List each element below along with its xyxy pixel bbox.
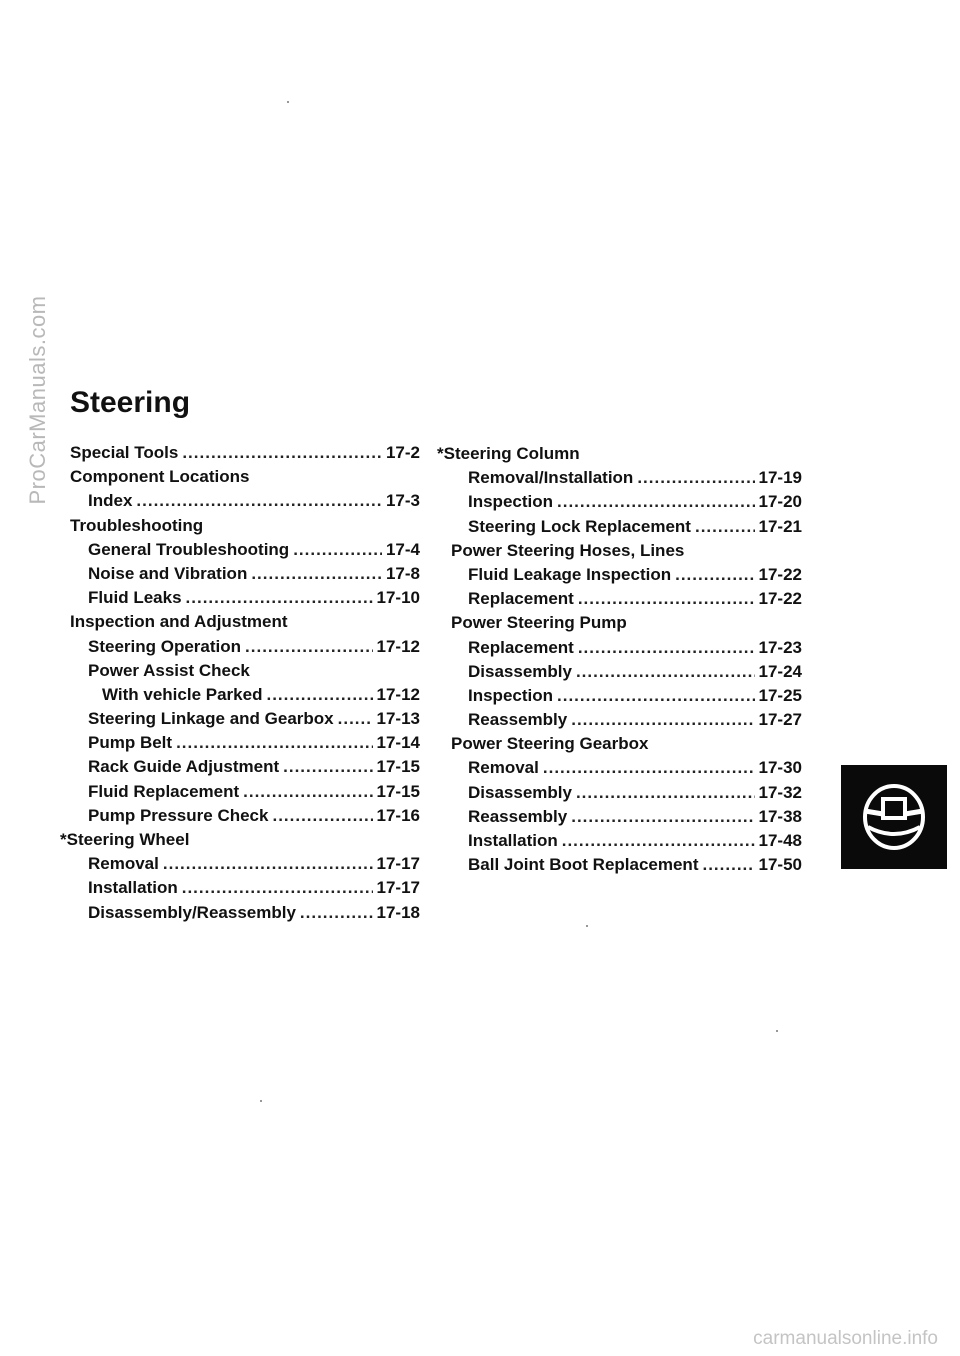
toc-entry-page: 17-8 — [385, 563, 420, 583]
dot-leader — [245, 635, 372, 659]
toc-heading-inspection-and-adjustment — [60, 610, 420, 634]
section-tab — [841, 765, 947, 869]
dot-leader — [251, 562, 382, 586]
toc-entry-pump-belt[interactable] — [60, 731, 420, 755]
steering-wheel-icon — [841, 765, 947, 869]
dot-leader — [182, 441, 382, 465]
toc-entry-label: Noise and Vibration — [88, 563, 248, 583]
toc-entry-ball-joint-boot-replacement[interactable] — [437, 853, 802, 877]
toc-heading-power-steering-pump — [437, 611, 802, 635]
dot-leader — [571, 805, 754, 829]
toc-left-column — [60, 441, 420, 925]
toc-entry-noise-and-vibration[interactable] — [60, 562, 420, 586]
scan-speck — [776, 1030, 778, 1032]
toc-entry-label: Replacement — [468, 589, 574, 609]
toc-entry-rack-guide-adjustment[interactable] — [60, 755, 420, 779]
toc-heading-power-steering-hoses-lines — [437, 539, 802, 563]
dot-leader — [576, 660, 755, 684]
toc-entry-page: 17-2 — [385, 443, 420, 462]
toc-entry-steering-linkage-and-gearbox[interactable] — [60, 707, 420, 731]
toc-entry-removal[interactable] — [60, 852, 420, 876]
toc-heading-steering-wheel — [60, 828, 420, 852]
dot-leader — [576, 781, 755, 805]
toc-entry-page: 17-19 — [758, 468, 802, 488]
toc-entry-label: Pump Pressure Check — [88, 805, 269, 825]
dot-leader — [338, 707, 373, 731]
toc-entry-page: 17-48 — [758, 831, 802, 850]
toc-entry-label: Troubleshooting — [70, 515, 204, 535]
toc-entry-label: Installation — [468, 831, 558, 850]
toc-entry-page: 17-17 — [376, 854, 420, 874]
toc-entry-page: 17-25 — [758, 685, 802, 705]
toc-entry-page: 17-24 — [758, 661, 802, 681]
dot-leader — [571, 708, 754, 732]
dot-leader — [272, 804, 372, 828]
dot-leader — [562, 829, 755, 853]
toc-entry-label: Reassembly — [468, 710, 568, 730]
toc-entry-reassembly[interactable] — [437, 708, 802, 732]
toc-entry-reassembly[interactable] — [437, 805, 802, 829]
toc-entry-label: Rack Guide Adjustment — [88, 757, 280, 777]
dot-leader — [163, 852, 373, 876]
toc-heading-power-steering-gearbox — [437, 732, 802, 756]
toc-entry-steering-operation[interactable] — [60, 635, 420, 659]
toc-entry-label: Special Tools — [70, 443, 179, 462]
toc-entry-inspection[interactable] — [437, 490, 802, 514]
toc-entry-page: 17-12 — [376, 684, 420, 704]
toc-entry-label: Removal — [88, 854, 159, 874]
dot-leader — [675, 563, 754, 587]
toc-entry-label: Inspection and Adjustment — [70, 612, 288, 632]
dot-leader — [637, 466, 754, 490]
toc-entry-fluid-leaks[interactable] — [60, 586, 420, 610]
toc-entry-page: 17-22 — [758, 589, 802, 609]
toc-entry-page: 17-20 — [758, 492, 802, 512]
toc-entry-label: Fluid Leaks — [88, 588, 182, 608]
dot-leader — [283, 755, 372, 779]
toc-entry-special-tools[interactable] — [60, 441, 420, 465]
bottom-watermark: carmanualsonline.info — [753, 1328, 938, 1349]
toc-entry-label: Ball Joint Boot Replacement — [468, 855, 699, 875]
toc-entry-label: Disassembly/Reassembly — [88, 902, 296, 922]
toc-entry-page: 17-12 — [376, 636, 420, 656]
toc-entry-page: 17-50 — [758, 855, 802, 875]
toc-entry-label: Steering Linkage and Gearbox — [88, 709, 334, 729]
toc-entry-page: 17-10 — [376, 588, 420, 608]
dot-leader — [702, 853, 754, 877]
toc-entry-steering-lock-replacement[interactable] — [437, 515, 802, 539]
dot-leader — [557, 684, 755, 708]
toc-entry-installation[interactable] — [60, 876, 420, 900]
toc-entry-pump-pressure-check[interactable] — [60, 804, 420, 828]
toc-entry-label: Inspection — [468, 685, 554, 705]
toc-entry-removal-installation[interactable] — [437, 466, 802, 490]
toc-entry-label: Power Steering Gearbox — [451, 734, 649, 754]
side-watermark-text: ProCarManuals.com — [25, 295, 50, 505]
toc-entry-page: 17-17 — [376, 878, 420, 898]
toc-entry-inspection[interactable] — [437, 684, 802, 708]
scan-speck — [287, 101, 289, 103]
toc-entry-page: 17-38 — [758, 806, 802, 826]
toc-heading-power-assist-check — [60, 659, 420, 683]
toc-entry-label: Disassembly — [468, 661, 572, 681]
toc-entry-label: Component Locations — [70, 467, 250, 487]
toc-entry-label: Fluid Leakage Inspection — [468, 564, 672, 584]
dot-leader — [578, 587, 755, 611]
toc-entry-replacement[interactable] — [437, 587, 802, 611]
toc-entry-general-troubleshooting[interactable] — [60, 538, 420, 562]
toc-entry-label: *Steering Column — [437, 444, 580, 463]
toc-entry-fluid-leakage-inspection[interactable] — [437, 563, 802, 587]
scan-speck — [260, 1100, 262, 1102]
toc-entry-disassembly-reassembly[interactable] — [60, 901, 420, 925]
toc-entry-label: Replacement — [468, 637, 574, 657]
toc-heading-steering-column — [437, 442, 802, 466]
toc-entry-label: Installation — [88, 878, 178, 898]
page-title: Steering — [70, 386, 191, 420]
dot-leader — [695, 515, 755, 539]
dot-leader — [176, 731, 372, 755]
toc-entry-label: Removal — [468, 758, 539, 778]
toc-entry-page: 17-32 — [758, 782, 802, 802]
toc-entry-page: 17-3 — [385, 491, 420, 511]
toc-entry-page: 17-16 — [376, 805, 420, 825]
toc-entry-label: Disassembly — [468, 782, 572, 802]
toc-entry-label: Power Assist Check — [88, 660, 250, 680]
dot-leader — [186, 586, 373, 610]
dot-leader — [557, 490, 755, 514]
dot-leader — [182, 876, 373, 900]
toc-entry-label: General Troubleshooting — [88, 539, 290, 559]
toc-entry-fluid-replacement[interactable] — [60, 780, 420, 804]
toc-entry-page: 17-15 — [376, 781, 420, 801]
toc-entry-disassembly[interactable] — [437, 781, 802, 805]
dot-leader — [543, 756, 755, 780]
dot-leader — [578, 636, 755, 660]
toc-entry-label: Index — [88, 491, 133, 511]
toc-entry-index[interactable] — [60, 489, 420, 513]
toc-entry-disassembly[interactable] — [437, 660, 802, 684]
toc-entry-label: Inspection — [468, 492, 554, 512]
toc-entry-label: Removal/Installation — [468, 468, 634, 488]
toc-entry-page: 17-27 — [758, 710, 802, 730]
scan-speck — [586, 925, 588, 927]
toc-entry-page: 17-4 — [385, 539, 420, 559]
dot-leader — [243, 780, 372, 804]
toc-right-column — [437, 442, 802, 877]
toc-entry-page: 17-22 — [758, 564, 802, 584]
toc-heading-troubleshooting — [60, 514, 420, 538]
toc-heading-component-locations — [60, 465, 420, 489]
toc-entry-page: 17-21 — [758, 516, 802, 536]
toc-entry-page: 17-18 — [376, 902, 420, 922]
toc-entry-page: 17-30 — [758, 758, 802, 778]
toc-entry-page: 17-14 — [376, 733, 420, 753]
toc-entry-removal[interactable] — [437, 756, 802, 780]
toc-entry-installation[interactable] — [437, 829, 802, 853]
toc-entry-label: *Steering Wheel — [60, 830, 190, 849]
dot-leader — [266, 683, 372, 707]
dot-leader — [293, 538, 382, 562]
toc-entry-label: Reassembly — [468, 806, 568, 826]
toc-entry-with-vehicle-parked[interactable] — [60, 683, 420, 707]
toc-entry-replacement[interactable] — [437, 636, 802, 660]
dot-leader — [300, 901, 373, 925]
toc-entry-label: Fluid Replacement — [88, 781, 240, 801]
toc-entry-label: Steering Operation — [88, 636, 242, 656]
toc-entry-label: Steering Lock Replacement — [468, 516, 691, 536]
toc-entry-label: Pump Belt — [88, 733, 173, 753]
dot-leader — [136, 489, 382, 513]
toc-entry-label: With vehicle Parked — [102, 684, 263, 704]
toc-entry-page: 17-23 — [758, 637, 802, 657]
side-watermark — [18, 30, 58, 770]
toc-entry-page: 17-13 — [376, 709, 420, 729]
toc-entry-page: 17-15 — [376, 757, 420, 777]
toc-entry-label: Power Steering Pump — [451, 613, 627, 633]
toc-entry-label: Power Steering Hoses, Lines — [451, 540, 685, 560]
